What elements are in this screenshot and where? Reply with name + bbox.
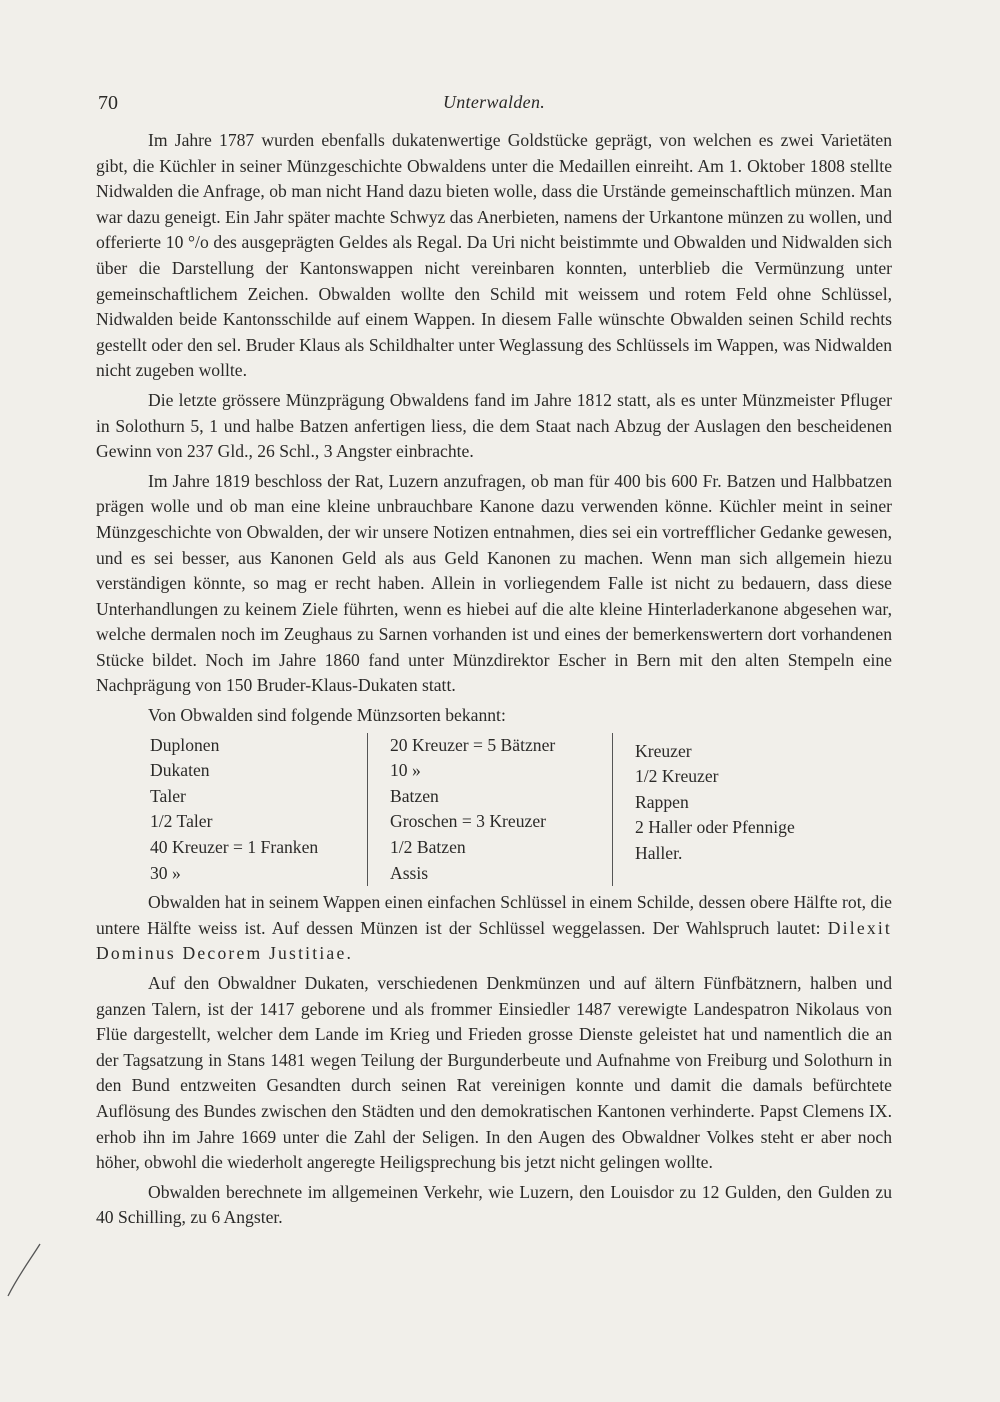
- coin-item: 20 Kreuzer = 5 Bätzner: [390, 734, 556, 755]
- running-title: Unterwalden.: [442, 92, 546, 112]
- coin-item: 2 Haller oder Pfennige: [635, 817, 795, 838]
- coin-item: Haller.: [635, 843, 683, 864]
- coin-types-table: [150, 733, 892, 887]
- paragraph-currency: Obwalden berechnete im allgemeinen Verkehr, wie Luzern, den Louisdor zu 12 Gulden, den Gulden zu 40 Schilling, zu 6 Angster.: [96, 1181, 892, 1228]
- coin-item: 1/2 Taler: [150, 811, 213, 832]
- coin-item: Rappen: [635, 791, 689, 812]
- coin-item: Assis: [390, 862, 429, 883]
- coin-item: Taler: [150, 785, 186, 806]
- coin-item: Dukaten: [150, 760, 210, 781]
- coin-item: 10 »: [390, 760, 421, 781]
- coin-item: Duplonen: [150, 734, 220, 755]
- coin-item: Groschen = 3 Kreuzer: [390, 811, 546, 832]
- paragraph-1812-minting: Die letzte grössere Münzprägung Obwaldens fand im Jahre 1812 statt, als es unter Münzmeister Pfluger in Solothurn 5, 1 und halbe Batzen anfertigen liess, die dem Staat nach Abzug der Auslagen den bescheidenen Gewinn von 237 Gld., 26 Schl., 3 Angster einbrachte.: [96, 389, 892, 462]
- coin-list-intro: Von Obwalden sind folgende Münzsorten bekannt:: [148, 705, 506, 726]
- coin-column-1: [150, 733, 368, 887]
- motto: Dilexit Dominus Decorem Justitiae.: [96, 917, 892, 964]
- pencil-mark-icon: [4, 1242, 44, 1298]
- page-number: 70: [98, 92, 118, 114]
- page-header: [96, 92, 892, 122]
- paragraph-1787-coins: Im Jahre 1787 wurden ebenfalls dukatenwertige Goldstücke geprägt, von welchen es zwei Varietäten gibt, die Küchler in seiner Münzgeschichte Obwaldens unter die Medaillen einreiht. Am 1. Oktober 1808 stellte Nidwalden die Anfrage, ob man nicht Hand dazu bieten wolle, dass die Urstände gemeinschaftlich münzen. Man war dazu geneigt. Ein Jahr später machte Schwyz das Anerbieten, namens der Urkantone münzen zu wollen, und offerierte 10 °/o des ausgeprägten Geldes als Regal. Da Uri nicht beistimmte und Obwalden und Nidwalden sich über die Darstellung der Kantonswappen nicht vereinbaren konnten, unterblieb die Vermünzung unter gemeinschaftlichem Zeichen. Obwalden wollte den Schild mit weissem und rotem Feld ohne Schlüssel, Nidwalden beide Kantonsschilde auf einem Wappen. In diesem Falle wünschte Obwalden seinen Schild rechts gestellt oder den sel. Bruder Klaus als Schildhalter unter Weglassung des Schlüssels im Wappen, was Nidwalden nicht zugeben wollte.: [96, 130, 892, 381]
- coin-column-2: [368, 733, 613, 887]
- coin-item: 1/2 Kreuzer: [635, 766, 719, 787]
- paragraph-nikolaus-von-flue: Auf den Obwaldner Dukaten, verschiedenen Denkmünzen und auf ältern Fünfbätznern, halben und ganzen Talern, ist der 1417 geborene und als frommer Einsiedler 1487 verewigte Landespatron Nikolaus von Flüe dargestellt, welcher dem Lande im Krieg und Frieden grosse Dienste geleistet hat und namentlich die an der Tagsatzung in Stans 1481 wegen Teilung der Burgunderbeute und Aufnahme von Freiburg und Solothurn in den Bund entzweiten Gesandten durch seinen Rat vereinigen konnte und damit die damals befürchtete Auflösung des Bundes zwischen den Städten und den demokratischen Kantonen verhinderte. Papst Clemens IX. erhob ihn im Jahre 1669 unter die Zahl der Seligen. In den Augen des Obwaldner Volkes steht er aber noch höher, obwohl die wiederholt angeregte Heiligsprechung bis jetzt nicht gelingen wollte.: [96, 973, 892, 1173]
- paragraph-1819-cannon: Im Jahre 1819 beschloss der Rat, Luzern anzufragen, ob man für 400 bis 600 Fr. Batzen und Halbbatzen prägen wolle und ob man eine kleine unbrauchbare Kanone dazu verwenden könne. Küchler meint in seiner Münzgeschichte von Obwalden, der wir unsere Notizen entnahmen, dies sei ein vortrefflicher Gedanke gewesen, und es sei besser, aus Kanonen Geld als aus Geld Kanonen zu machen. Wenn man sich allgemein hiezu verständigen könnte, so mag er recht haben. Allein in vorliegendem Falle ist nicht zu bedauern, dass diese Unterhandlungen zu keinem Ziele führten, wenn es hiebei auf die alte kleine Hinterladerkanone abgesehen war, welche dermalen noch im Zeughaus zu Sarnen vorhanden ist und eines der bemerkenswertern dort vorhandenen Stücke bildet. Noch im Jahre 1860 fand unter Münzdirektor Escher in Bern mit den alten Stempeln eine Nachprägung von 150 Bruder-Klaus-Dukaten statt.: [96, 470, 892, 696]
- paragraph-coat-of-arms: [96, 890, 892, 967]
- coin-item: 1/2 Batzen: [390, 837, 466, 858]
- coin-item: 30 »: [150, 862, 181, 883]
- body-text: [96, 128, 892, 1231]
- coin-item: 40 Kreuzer = 1 Franken: [150, 837, 319, 858]
- coin-item: Batzen: [390, 785, 439, 806]
- arms-text: Obwalden hat in seinem Wappen einen einfachen Schlüssel in einem Schilde, dessen obere Hälfte rot, die untere Hälfte weiss ist. Auf dessen Münzen ist der Schlüssel weggelassen. Der Wahlspruch lautet:: [96, 892, 892, 938]
- coin-column-3: [613, 733, 877, 887]
- coin-item: Kreuzer: [635, 740, 692, 761]
